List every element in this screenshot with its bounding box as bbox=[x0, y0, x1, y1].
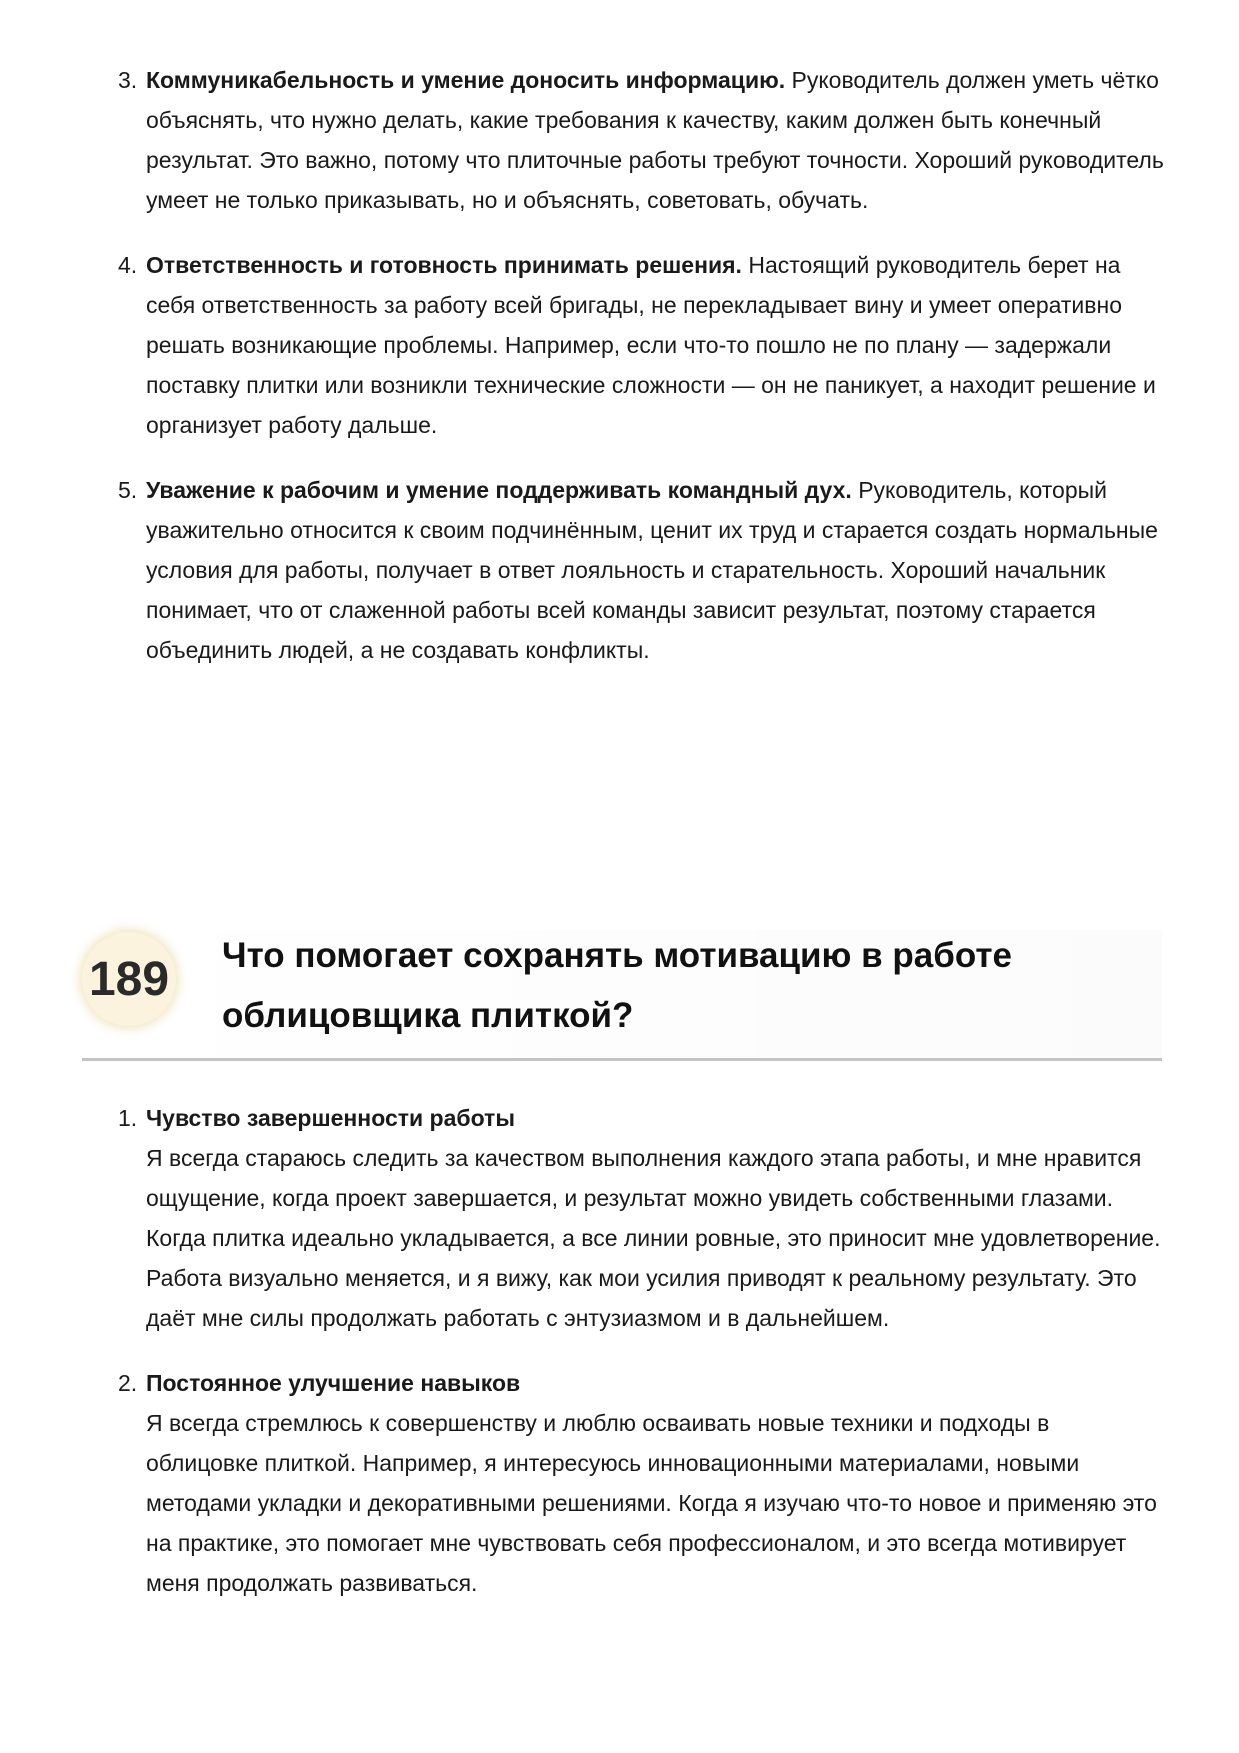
question-title: Что помогает сохранять мотивацию в работе облицовщика плиткой? bbox=[222, 936, 1012, 1035]
list-item-number: 2. bbox=[118, 1370, 138, 1396]
question-number-badge: 189 bbox=[82, 932, 176, 1026]
qualities-list bbox=[118, 60, 1166, 695]
list-item bbox=[118, 470, 1166, 670]
list-item-text: Я всегда стараюсь следить за качеством выполнения каждого этапа работы, и мне нравится ощущение, когда проект завершается, и результат можно увидеть собственными глазами. Когда плитка идеально укладывается, а все линии ровные, это приносит мне удовлетворение. Работа визуально меняется, и я вижу, как мои усилия приводят к реальному результату. Это даёт мне силы продолжать работать с энтузиазмом и в дальнейшем. bbox=[146, 1145, 1161, 1331]
list-item-heading: Ответственность и готовность принимать решения. bbox=[146, 252, 742, 278]
list-item-text: Настоящий руководитель берет на себя ответственность за работу всей бригады, не перекладывает вину и умеет оперативно решать возникающие проблемы. Например, если что-то пошло не по плану — задержали поставку плитки или возникли технические сложности — он не паникует, а находит решение и организует работу дальше. bbox=[146, 252, 1156, 438]
list-item-heading: Чувство завершенности работы bbox=[146, 1105, 515, 1131]
list-item-number: 5. bbox=[118, 477, 138, 503]
motivation-list bbox=[118, 1098, 1166, 1628]
list-item-heading: Уважение к рабочим и умение поддерживать командный дух. bbox=[146, 477, 852, 503]
list-item-heading: Постоянное улучшение навыков bbox=[146, 1370, 521, 1396]
list-item-heading: Коммуникабельность и умение доносить информацию. bbox=[146, 67, 786, 93]
list-item-text: Руководитель должен уметь чётко объяснять, что нужно делать, какие требования к качеству, каким должен быть конечный результат. Это важно, потому что плиточные работы требуют точности. Хороший руководитель умеет не только приказывать, но и объяснять, советовать, обучать. bbox=[146, 67, 1164, 213]
list-item bbox=[118, 1098, 1166, 1338]
list-item-text: Руководитель, который уважительно относится к своим подчинённым, ценит их труд и старается создать нормальные условия для работы, получает в ответ лояльность и старательность. Хороший начальник понимает, что от слаженной работы всей команды зависит результат, поэтому старается объединить людей, а не создавать конфликты. bbox=[146, 477, 1158, 663]
list-item-number: 1. bbox=[118, 1105, 138, 1131]
list-item bbox=[118, 245, 1166, 445]
list-item bbox=[118, 60, 1166, 220]
list-item-number: 3. bbox=[118, 67, 138, 93]
list-item-text: Я всегда стремлюсь к совершенству и люблю осваивать новые техники и подходы в облицовке плиткой. Например, я интересуюсь инновационными материалами, новыми методами укладки и декоративными решениями. Когда я изучаю что-то новое и применяю это на практике, это помогает мне чувствовать себя профессионалом, и это всегда мотивирует меня продолжать развиваться. bbox=[146, 1410, 1157, 1596]
list-item bbox=[118, 1363, 1166, 1603]
question-heading bbox=[82, 930, 1162, 1061]
list-item-number: 4. bbox=[118, 252, 138, 278]
